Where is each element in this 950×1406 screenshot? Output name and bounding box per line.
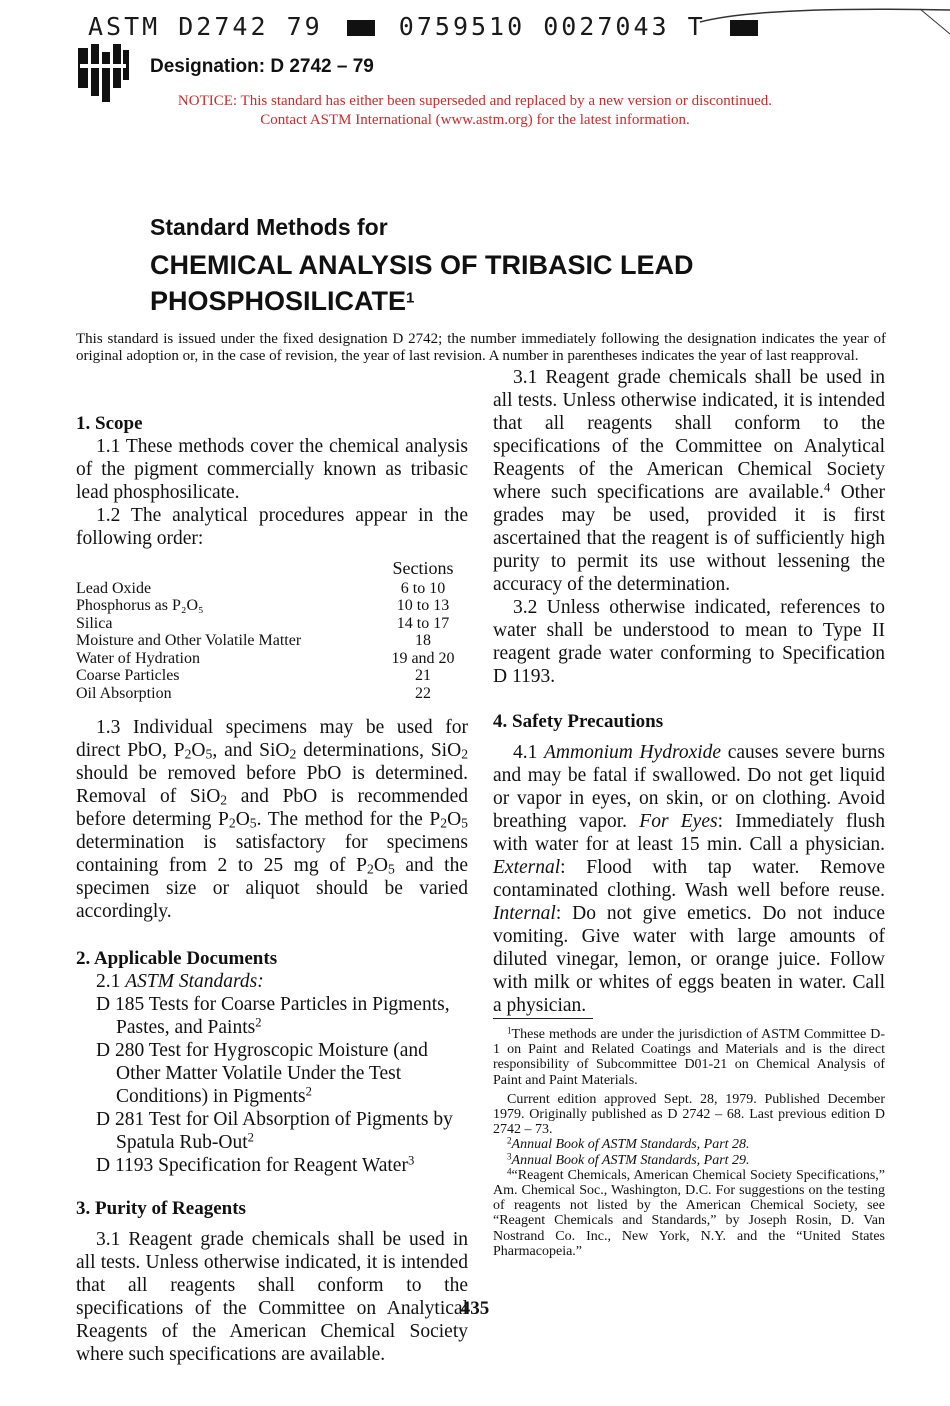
table-sections: 6 to 10 xyxy=(400,579,446,597)
table-item: Moisture and Other Volatile Matter xyxy=(76,632,302,649)
purity-p1-start: 3.1 Reagent grade chemicals shall be used in all tests. Unless otherwise indicated, it is intended that all reagents shall conform to the specifications of the Committee on Analytical Reagents of the American Chemical Society where such specifications are available. xyxy=(76,1229,468,1365)
table-item: Phosphorus as P₂O₅ xyxy=(76,597,204,614)
table-row xyxy=(76,667,468,685)
scope-p3: 1.3 Individual specimens may be used for direct PbO, $P_2O_5$, and SiO$_2$ determinations, SiO$_2$ should be removed before PbO is determined. Removal of SiO$_2$ and PbO is recommended before determing $P_2O_5$. The method for the $P_2O_5$ determination is satisfactory for specimens containing from 2 to 25 mg of $P_2O_5$ and the specimen size or aliquot should be varied accordingly. xyxy=(76,717,469,922)
corner-curve-decoration xyxy=(700,6,950,36)
ref-d280: D 280 Test for Hygroscopic Moisture (and Other Matter Volatile Under the Test Conditions) in Pigments$^2$ xyxy=(96,1040,428,1107)
header-code-part1: ASTM D2742 79 xyxy=(88,12,323,41)
purity-heading: 3. Purity of Reagents xyxy=(76,1198,246,1219)
page-number: 435 xyxy=(460,1298,490,1319)
table-item: Coarse Particles xyxy=(76,667,180,684)
purity-p2: 3.2 Unless otherwise indicated, references to water shall be understood to mean to Type II reagent grade water conforming to Specification D 1193. xyxy=(493,597,885,687)
footnote-2: $^2$Annual Book of ASTM Standards, Part 28. xyxy=(507,1135,750,1153)
footnote-4: $^4$“Reagent Chemicals, American Chemical Society Specifications,” Am. Chemical Soc., Washington, D.C. For suggestions on the testing of reagents not listed by the American Chemical Society, see “Reagent Chemicals and Standards,” by Joseph Rosin, D. Van Nostrand Co. Inc., New York, N.Y. and the “United States Pharmacopeia.” xyxy=(493,1166,885,1259)
footnote-3: $^3$Annual Book of ASTM Standards, Part 29. xyxy=(507,1151,750,1168)
ref-d281: D 281 Test for Oil Absorption of Pigments by Spatula Rub-Out$^2$ xyxy=(96,1109,453,1153)
supersede-notice xyxy=(0,92,950,130)
title-line-2 xyxy=(150,247,750,319)
right-column xyxy=(493,367,886,1017)
black-block-icon xyxy=(347,20,375,36)
table-row xyxy=(76,685,468,703)
sections-table xyxy=(76,560,468,702)
footnote-1: $^1$These methods are under the jurisdiction of ASTM Committee D-1 on Paint and Related Coatings and Materials and is the direct responsibility of Subcommittee D01-21 on Chemical Analysis of Paint and Paint Materials. xyxy=(493,1025,885,1088)
table-row xyxy=(76,615,468,633)
table-row xyxy=(76,580,468,598)
table-item: Lead Oxide xyxy=(76,579,152,597)
table-item: Silica xyxy=(76,614,113,632)
scope-p2: 1.2 The analytical procedures appear in the following order: xyxy=(76,505,468,549)
header-code-part2: 0759510 0027043 T xyxy=(398,12,706,41)
ref-d185: D 185 Tests for Coarse Particles in Pigments, Pastes, and Paints$^2$ xyxy=(96,994,450,1038)
footnotes xyxy=(493,1027,885,1259)
table-row xyxy=(76,650,468,668)
title-line-1: Standard Methods for xyxy=(150,214,388,240)
table-item: Oil Absorption xyxy=(76,684,172,702)
header-code-line xyxy=(88,12,764,41)
left-column xyxy=(76,412,469,1365)
safety-p1: 4.1 Ammonium Hydroxide causes severe burns and may be fatal if swallowed. Do not get liquid or vapor in eyes, on skin, or on clothing. Avoid breathing vapor. For Eyes: Immediately flush with water for at least 15 min. Call a physician. External: Flood with tap water. Remove contaminated clothing. Wash well before reuse. Internal: Do not give emetics. Do not induce vomiting. Give water with large amounts of diluted vinegar, lemon, or orange juice. Follow with milk or whites of eggs beaten in water. Call a physician. xyxy=(493,742,886,1016)
table-sections: 22 xyxy=(415,684,431,702)
ref-d1193: D 1193 Specification for Reagent Water$^3$ xyxy=(96,1153,415,1176)
purity-p1-continued: 3.1 Reagent grade chemicals shall be used in all tests. Unless otherwise indicated, it is intended that all reagents shall conform to the specifications of the Committee on Analytical Reagents of the American Chemical Society where such specifications are available.$^4$ Other grades may be used, provided it is first ascertained that the reagent is of sufficiently high purity to permit its use without lessening the accuracy of the determination. xyxy=(493,367,885,595)
table-sections: 18 xyxy=(415,632,431,649)
footnote-1b: Current edition approved Sept. 28, 1979. Published December 1979. Originally published as D 2742 – 68. Last previous edition D 2742 – 73. xyxy=(493,1091,885,1138)
table-item: Water of Hydration xyxy=(76,649,200,667)
applicable-sub-heading: 2.1 ASTM Standards: xyxy=(96,971,264,992)
purity-p1-continued-wrap xyxy=(493,367,885,596)
designation: Designation: D 2742 – 79 xyxy=(150,56,374,77)
table-sections: 21 xyxy=(415,667,431,684)
footnote-divider xyxy=(493,1018,593,1019)
table-sections: 19 and 20 xyxy=(391,649,455,667)
table-row xyxy=(76,632,468,650)
title-footnote-mark: 1 xyxy=(406,289,415,307)
table-sections: 10 to 13 xyxy=(396,597,450,614)
applicable-heading: 2. Applicable Documents xyxy=(76,948,278,969)
scope-p1: 1.1 These methods cover the chemical analysis of the pigment commercially known as tribasic lead phosphosilicate. xyxy=(76,436,468,503)
table-row xyxy=(76,597,468,615)
safety-heading: 4. Safety Precautions xyxy=(493,711,664,732)
table-sections: 14 to 17 xyxy=(396,614,450,632)
sections-header: Sections xyxy=(392,558,454,578)
issued-statement: This standard is issued under the fixed designation D 2742; the number immediately following the designation indicates the year of original adoption or, in the case of revision, the year of last revision. A number in parentheses indicates the year of last reapproval. xyxy=(76,331,886,364)
notice-line-1: NOTICE: This standard has either been superseded and replaced by a new version or discontinued. xyxy=(177,93,773,109)
title-main: CHEMICAL ANALYSIS OF TRIBASIC LEAD PHOSPHOSILICATE xyxy=(150,250,694,316)
notice-line-2: Contact ASTM International (www.astm.org) for the latest information. xyxy=(260,112,690,128)
scope-heading: 1. Scope xyxy=(76,413,143,434)
